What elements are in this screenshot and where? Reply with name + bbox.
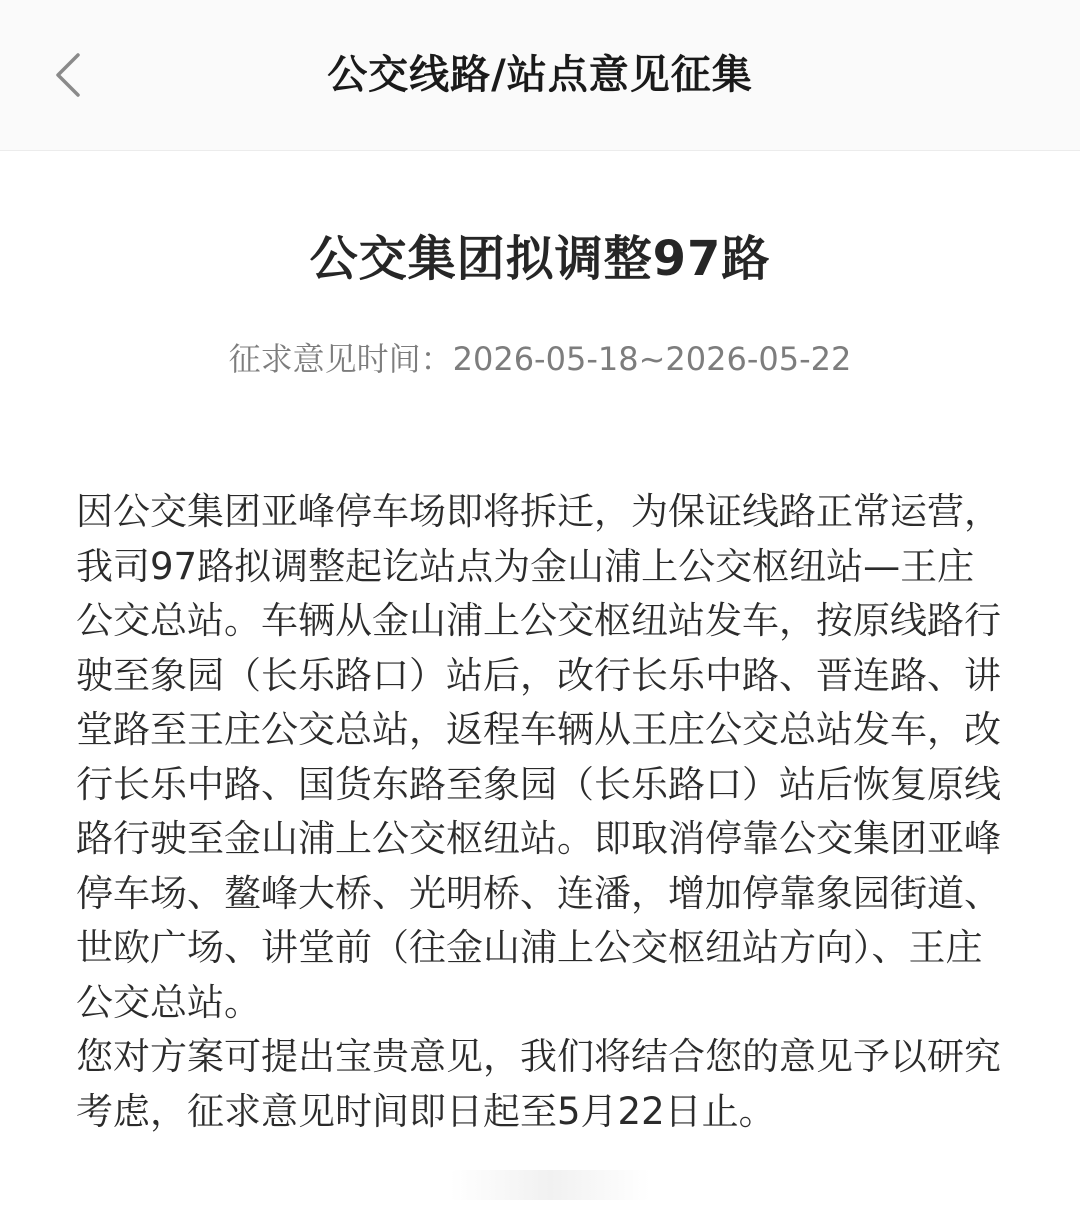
article-body xyxy=(76,485,1008,1139)
article-content xyxy=(0,151,1080,1211)
page-title: 公交线路/站点意见征集 xyxy=(327,52,753,98)
watermark xyxy=(450,1170,650,1200)
consultation-period: 征求意见时间：2026-05-18~2026-05-22 xyxy=(228,340,852,378)
article-paragraph: 您对方案可提出宝贵意见，我们将结合您的意见予以研究考虑，征求意见时间即日起至5月22日止。 xyxy=(76,1035,1001,1133)
top-bar xyxy=(0,0,1080,151)
article-title: 公交集团拟调整97路 xyxy=(309,231,771,287)
article-paragraph: 因公交集团亚峰停车场即将拆迁，为保证线路正常运营，我司97路拟调整起讫站点为金山浦上公交枢纽站—王庄公交总站。车辆从金山浦上公交枢纽站发车，按原线路行驶至象园（长乐路口）站后，改行长乐中路、晋连路、讲堂路至王庄公交总站，返程车辆从王庄公交总站发车，改行长乐中路、国货东路至象园（长乐路口）站后恢复原线路行驶至金山浦上公交枢纽站。即取消停靠公交集团亚峰停车场、鳌峰大桥、光明桥、连潘，增加停靠象园街道、世欧广场、讲堂前（往金山浦上公交枢纽站方向）、王庄公交总站。 xyxy=(76,490,1001,1024)
